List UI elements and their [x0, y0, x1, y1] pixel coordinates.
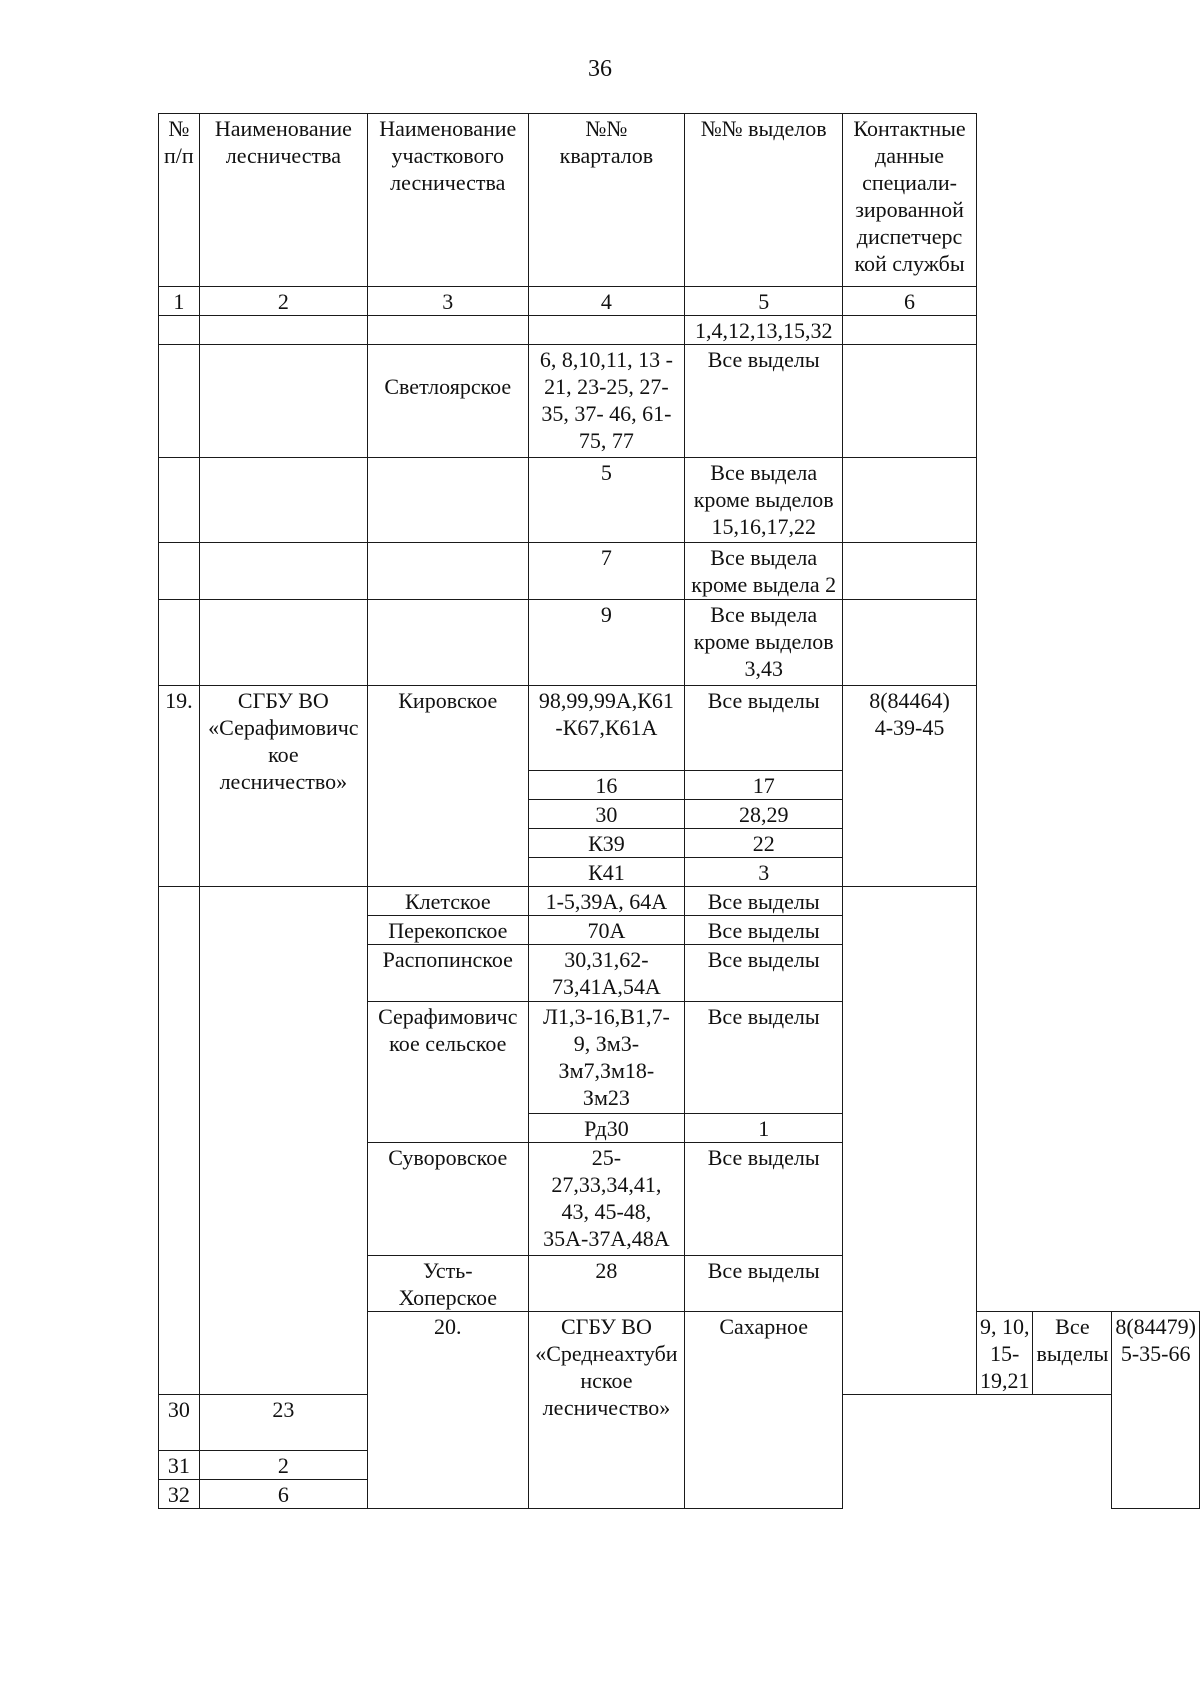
- district-cell: Усть- Хоперское: [368, 1256, 529, 1312]
- district-cell: Сахарное: [685, 1312, 843, 1509]
- quarters-cell: 9: [528, 600, 685, 686]
- entry-number: 20.: [368, 1312, 529, 1509]
- district-cell: Кировское: [368, 686, 529, 887]
- plots-cell: 1,4,12,13,15,32: [685, 316, 843, 345]
- plots-cell: Все выделы: [685, 686, 843, 771]
- table-row: [159, 686, 1200, 771]
- entry-number: 19.: [159, 686, 200, 887]
- contacts-cell: 8(84464) 4-39-45: [843, 686, 977, 887]
- district-cell: Распопинское: [368, 945, 529, 1002]
- quarters-cell: К41: [528, 858, 685, 887]
- header-contacts: Контактные данные специали- зированной диспетчерс кой службы: [843, 114, 977, 287]
- quarters-cell: 98,99,99А,К61 -К67,К61А: [528, 686, 685, 771]
- header-district: Наименование участкового лесничества: [368, 114, 529, 287]
- header-quarters: №№ кварталов: [528, 114, 685, 287]
- quarters-cell: 30: [528, 800, 685, 829]
- header-num: № п/п: [159, 114, 200, 287]
- quarters-cell: Рд30: [528, 1114, 685, 1143]
- plots-cell: Все выделы: [685, 945, 843, 1002]
- quarters-cell: 6, 8,10,11, 13 - 21, 23-25, 27- 35, 37- 46, 61- 75, 77: [528, 345, 685, 458]
- quarters-cell: 7: [528, 543, 685, 600]
- col-number-5: 5: [685, 287, 843, 316]
- quarters-cell: 70А: [528, 916, 685, 945]
- forestry-name: СГБУ ВО «Среднеахтуби нское лесничество»: [528, 1312, 685, 1509]
- district-cell: Клетское: [368, 887, 529, 916]
- col-number-1: 1: [159, 287, 200, 316]
- table-row: [159, 458, 1200, 543]
- table-row: [159, 345, 1200, 458]
- col-number-4: 4: [528, 287, 685, 316]
- forestry-table: [158, 113, 1200, 1509]
- table-row: [159, 600, 1200, 686]
- plots-cell: Все выделы: [685, 1256, 843, 1312]
- quarters-cell: 16: [528, 771, 685, 800]
- col-number-2: 2: [199, 287, 367, 316]
- district-cell: Перекопское: [368, 916, 529, 945]
- district-cell: Светлоярское: [368, 345, 529, 458]
- quarters-cell: 32: [159, 1480, 200, 1509]
- plots-cell: 1: [685, 1114, 843, 1143]
- plots-cell: 3: [685, 858, 843, 887]
- plots-cell: Все выдела кроме выделов 3,43: [685, 600, 843, 686]
- plots-cell: Все выделы: [685, 1143, 843, 1256]
- forestry-name: СГБУ ВО «Серафимовичс кое лесничество»: [199, 686, 367, 887]
- district-cell: Серафимовичс кое сельское: [368, 1002, 529, 1143]
- quarters-cell: 30: [159, 1395, 200, 1451]
- plots-cell: 22: [685, 829, 843, 858]
- plots-cell: 17: [685, 771, 843, 800]
- quarters-cell: 25- 27,33,34,41, 43, 45-48, 35А-37А,48А: [528, 1143, 685, 1256]
- contacts-cell: 8(84479) 5-35-66: [1112, 1312, 1200, 1509]
- plots-cell: Все выделы: [685, 887, 843, 916]
- plots-cell: 28,29: [685, 800, 843, 829]
- plots-cell: 23: [199, 1395, 367, 1451]
- quarters-cell: 1-5,39А, 64А: [528, 887, 685, 916]
- table-row: [159, 887, 1200, 916]
- plots-cell: 6: [199, 1480, 367, 1509]
- header-row: [159, 114, 1200, 287]
- plots-cell: Все выделы: [685, 345, 843, 458]
- plots-cell: Все выделы: [685, 1002, 843, 1114]
- plots-cell: Все выдела кроме выдела 2: [685, 543, 843, 600]
- plots-cell: Все выдела кроме выделов 15,16,17,22: [685, 458, 843, 543]
- plots-cell: Все выделы: [685, 916, 843, 945]
- plots-cell: 2: [199, 1451, 367, 1480]
- plots-cell: Все выделы: [1033, 1312, 1112, 1395]
- header-forestry: Наименование лесничества: [199, 114, 367, 287]
- quarters-cell: Л1,3-16,В1,7- 9, Зм3- Зм7,Зм18- Зм23: [528, 1002, 685, 1114]
- table-row: [159, 543, 1200, 600]
- quarters-cell: 30,31,62- 73,41А,54А: [528, 945, 685, 1002]
- col-number-3: 3: [368, 287, 529, 316]
- quarters-cell: 9, 10, 15-19,21: [976, 1312, 1033, 1395]
- header-plots: №№ выделов: [685, 114, 843, 287]
- quarters-cell: 5: [528, 458, 685, 543]
- quarters-cell: 28: [528, 1256, 685, 1312]
- table-row: [159, 316, 1200, 345]
- quarters-cell: 31: [159, 1451, 200, 1480]
- col-number-6: 6: [843, 287, 977, 316]
- column-number-row: [159, 287, 1200, 316]
- district-cell: Суворовское: [368, 1143, 529, 1256]
- page-number: 36: [588, 56, 612, 82]
- quarters-cell: К39: [528, 829, 685, 858]
